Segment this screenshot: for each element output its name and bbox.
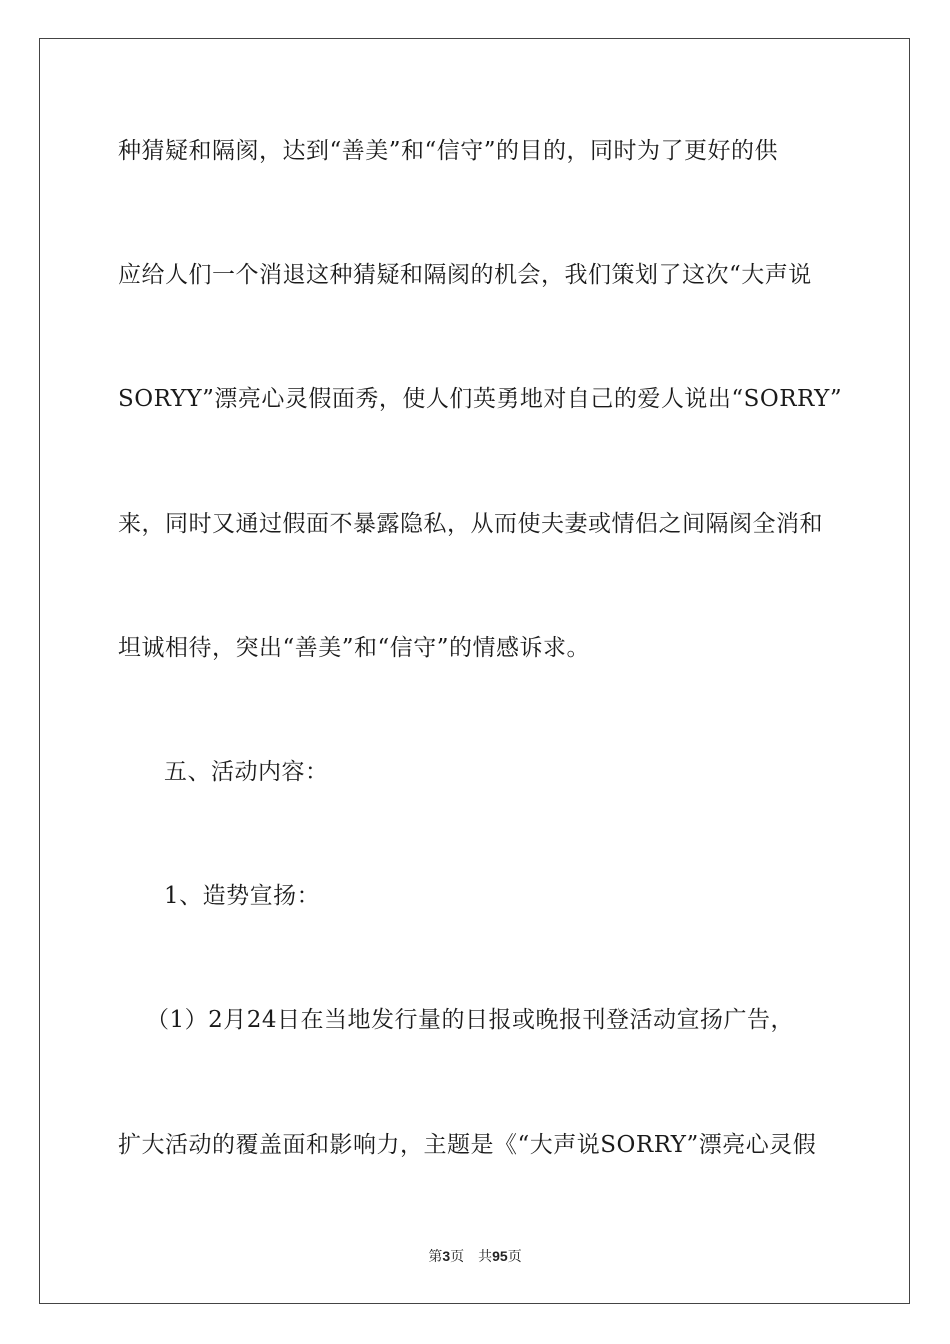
body-text-line-2: 应给人们一个消退这种猜疑和隔阂的机会，我们策划了这次“大声说 — [118, 262, 812, 288]
subsection-heading: 1、造势宣扬： — [164, 883, 321, 909]
section-heading: 五、活动内容： — [164, 759, 329, 785]
body-text-line-7: 扩大活动的覆盖面和影响力，主题是《“大声说SORRY”漂亮心灵假 — [118, 1132, 817, 1158]
body-text-line-4: 来，同时又通过假面不暴露隐私，从而使夫妻或情侣之间隔阂全消和 — [118, 511, 823, 537]
body-text-line-3: SORYY”漂亮心灵假面秀，使人们英勇地对自己的爱人说出“SORRY” — [118, 386, 843, 412]
page-suffix: 页 — [450, 1248, 465, 1264]
body-text-line-6: （1）2月24日在当地发行量的日报或晚报刊登活动宣扬广告， — [146, 1007, 795, 1033]
page-number: 3 — [442, 1248, 451, 1264]
total-suffix: 页 — [507, 1248, 522, 1264]
total-pages: 95 — [492, 1248, 508, 1264]
page-footer — [0, 1246, 950, 1266]
total-prefix: 共 — [478, 1248, 493, 1264]
body-text-line-1: 种猜疑和隔阂，达到“善美”和“信守”的目的，同时为了更好的供 — [118, 138, 779, 164]
body-text-line-5: 坦诚相待，突出“善美”和“信守”的情感诉求。 — [118, 635, 591, 661]
page-border — [39, 38, 910, 1304]
page-prefix: 第 — [428, 1248, 443, 1264]
